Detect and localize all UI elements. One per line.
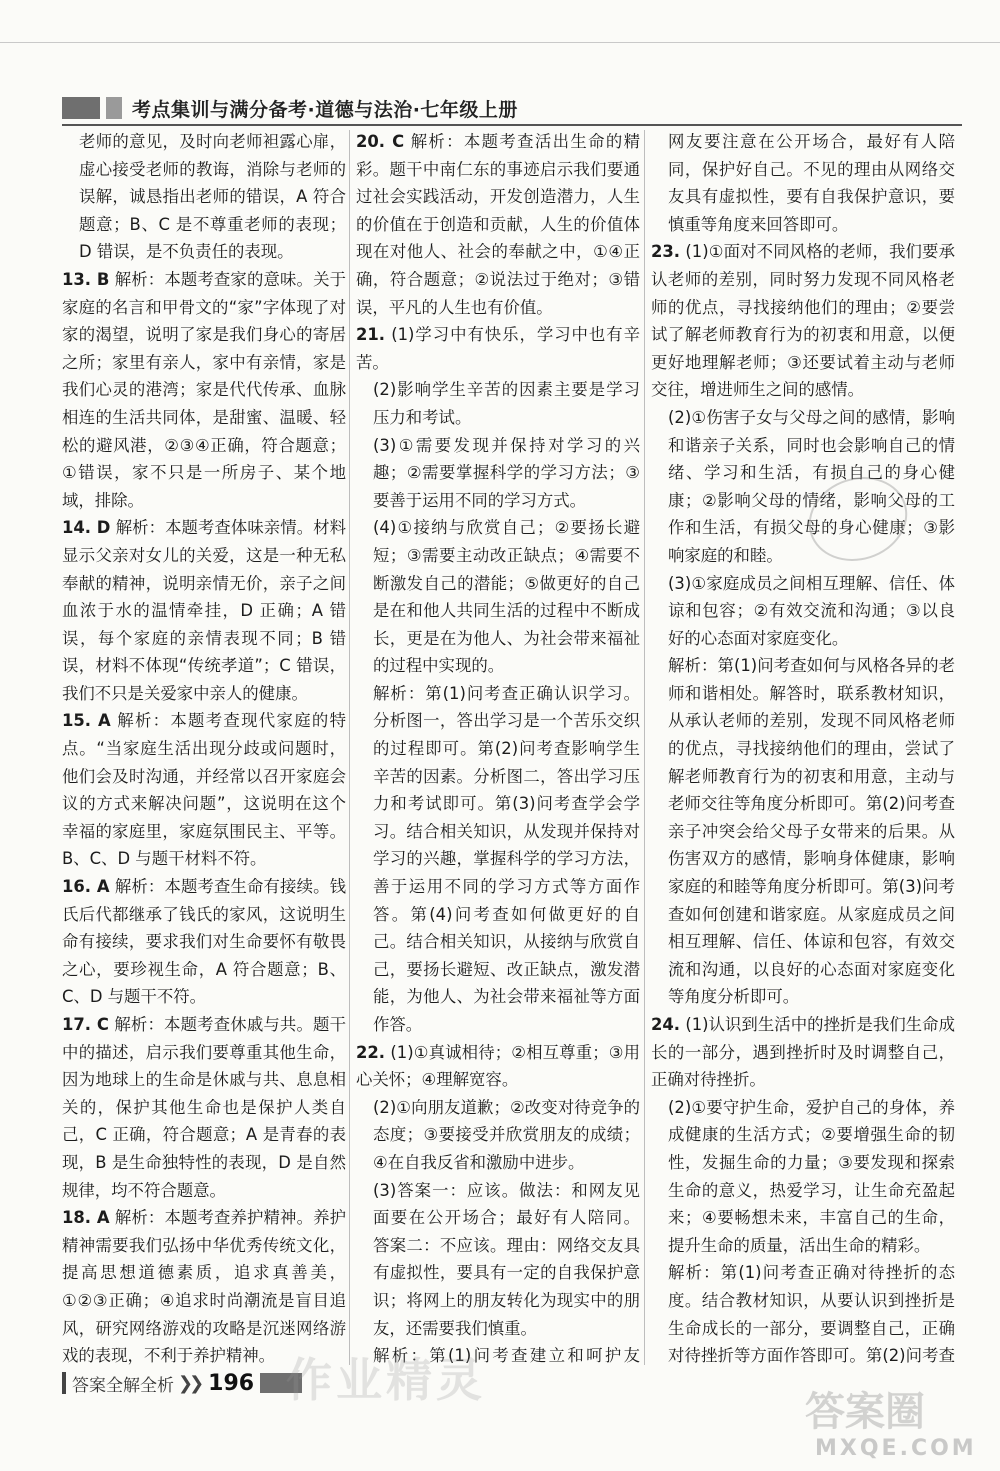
answer-text: (1)认识到生活中的挫折是我们生命成长的一部分，遇到挫折时及时调整自己，正确对待挫折。: [651, 1015, 955, 1090]
answer-paragraph: [356, 321, 640, 376]
answer-text: (2)①要守护生命，爱护自己的身体，养成健康的生活方式；②要增强生命的韧性，发掘生命的力量；③要发现和探索生命的意义，热爱学习，让生命充盈起来；④要畅想未来，丰富自己的生命，提升生命的质量，活出生命的精彩。: [668, 1097, 955, 1255]
answer-text: (3)答案一：应该。做法：和网友见面要在公开场合；最好有人陪同。 答案二：不应该。理由：网络交友具有虚拟性，要具有一定的自我保护意识；将网上的朋友转化为现实中的朋友，还需要我们慎重。: [373, 1180, 640, 1338]
answer-text: (1)①真诚相待；②相互尊重；③用心关怀；④理解宽容。: [356, 1042, 640, 1090]
answer-paragraph: [356, 680, 640, 1039]
page-number: 196: [208, 1370, 255, 1396]
question-number: 18. A: [62, 1208, 110, 1228]
answer-paragraph: [651, 652, 955, 1011]
column-left: [62, 128, 346, 1368]
watermark-logo: 答案圈: [805, 1389, 925, 1435]
header-title: 考点集训与满分备考·道德与法治·七年级上册: [132, 98, 518, 121]
answer-paragraph: [651, 570, 955, 653]
top-scan-line: [0, 42, 1000, 43]
answer-text: 解析：本题考查家的意味。关于家庭的名言和甲骨文的“家”字体现了对家的渴望，说明了家是我们身心的寄居之所；家里有亲人，家中有亲情，家是我们心灵的港湾；家是代代传承、血脉相连的生活共同体，是甜蜜、温暖、轻松的避风港，②③④正确，符合题意；①错误，家不只是一所房子、某个地域，排除。: [62, 269, 346, 510]
header-block-mark-small: [106, 97, 122, 119]
watermark-text: 作业精灵: [286, 1353, 486, 1407]
answer-text: 解析：本题考查休戚与共。题干中的描述，启示我们要尊重其他生命，因为地球上的生命是休戚与共、息息相关的，保护其他生命也是保护人类自己，C 正确，符合题意；A 是青春的表现，B 是生命独特性的表现，D 是自然规律，均不符合题意。: [62, 1015, 346, 1200]
header-rule: [62, 124, 962, 126]
page-footer: [62, 1368, 302, 1398]
answer-paragraph: [62, 707, 346, 873]
answer-text: (1)学习中有快乐，学习中也有辛苦。: [356, 325, 640, 372]
question-number: 17. C: [62, 1015, 109, 1034]
question-number: 22.: [356, 1042, 386, 1062]
question-number: 20. C: [356, 132, 405, 151]
answer-paragraph: [356, 376, 640, 431]
column-divider: [644, 130, 645, 1365]
question-number: 23.: [651, 242, 681, 262]
header-block-mark: [62, 97, 100, 119]
question-number: 24.: [651, 1015, 681, 1034]
answer-text: 解析：本题考查养护精神。养护精神需要我们弘扬中华优秀传统文化，提高思想道德素质，追求真善美，①②③正确；④追求时尚潮流是盲目追风，研究网络游戏的攻略是沉迷网络游戏的表现，不利于养护精神。: [62, 1208, 346, 1366]
answer-text: (2)影响学生辛苦的因素主要是学习压力和考试。: [373, 380, 640, 427]
answer-paragraph: [62, 128, 346, 266]
answer-paragraph: [356, 1177, 640, 1343]
answer-paragraph: [651, 128, 955, 238]
answer-text: (4)①接纳与欣赏自己；②要扬长避短；③需要主动改正缺点；④需要不断激发自己的潜能；⑤做更好的自己是在和他人共同生活的过程中不断成长，更是在为他人、为社会带来福祉的过程中实现的。: [373, 518, 640, 676]
watermark-url: MXQE.COM: [815, 1436, 977, 1461]
answer-paragraph: [651, 404, 955, 570]
answer-paragraph: [356, 1094, 640, 1177]
answer-text: (2)①伤害子女与父母之间的感情，影响和谐亲子关系，同时也会影响自己的情绪、学习和生活，有损自己的身心健康；②影响父母的情绪，影响父母的工作和生活，有损父母的身心健康；③影响家庭的和睦。: [668, 407, 955, 565]
answer-text: 解析：第(1)问考查正确认识学习。分析图一，答出学习是一个苦乐交织的过程即可。第(2)问考查影响学生辛苦的因素。分析图二，答出学习压力和考试即可。第(3)问考查学会学习。结合相关知识，从发现并保持对学习的兴趣，掌握科学的学习方法，善于运用不同的学习方式等方面作答。第(4)问考查如何做更好的自己。结合相关知识，从接纳与欣赏自己，要扬长避短、改正缺点，激发潜能，为他人、为社会带来福祉等方面作答。: [373, 683, 640, 1034]
answer-paragraph: [651, 1011, 955, 1094]
answer-text: 解析：第(1)问考查正确对待挫折的态度。结合教材知识，从要认识到挫折是生命成长的一部分，要调整自己，正确对待挫折等方面作答即可。第(2)问考查: [668, 1263, 955, 1366]
answer-paragraph: [356, 514, 640, 680]
answer-paragraph: [62, 514, 346, 707]
answer-text: 网友要注意在公开场合，最好有人陪同，保护好自己。不见的理由从网络交友具有虚拟性，要有自我保护意识，要慎重等角度来回答即可。: [668, 132, 955, 234]
question-number: 13. B: [62, 269, 110, 289]
column-divider: [349, 130, 350, 1365]
answer-paragraph: [62, 873, 346, 1011]
footer-label: 答案全解全析: [72, 1375, 174, 1396]
answer-text: (2)①向朋友道歉；②改变对待竞争的态度；③要接受并欣赏朋友的成绩；④在自我反省和激励中进步。: [373, 1097, 640, 1172]
answer-paragraph: [62, 266, 346, 514]
answer-paragraph: [651, 238, 955, 404]
question-number: 15. A: [62, 711, 111, 731]
answer-text: 解析：本题考查生命有接续。钱氏后代都继承了钱氏的家风，这说明生命有接续，要求我们对生命要怀有敬畏之心，要珍视生命，A 符合题意；B、C、D 与题干不符。: [62, 877, 346, 1007]
answer-text: 解析：本题考查体味亲情。材料显示父亲对女儿的关爱，这是一种无私奉献的精神，说明亲情无价，亲子之间血浓于水的温情牵挂，D 正确；A 错误，每个家庭的亲情表现不同；B 错误，材料不体现“传统孝道”；C 错误，我们不只是关爱家中亲人的健康。: [62, 518, 346, 703]
question-number: 21.: [356, 325, 386, 345]
answer-text: (3)①需要发现并保持对学习的兴趣；②需要掌握科学的学习方法；③要善于运用不同的学习方式。: [373, 435, 640, 510]
answer-text: 解析：本题考查现代家庭的特点。“当家庭生活出现分歧或问题时，他们会及时沟通，并经常以召开家庭会议的方式来解决问题”，这说明在这个幸福的家庭里，家庭氛围民主、平等。B、C、D 与题干材料不符。: [62, 711, 346, 869]
column-middle: [356, 128, 640, 1368]
answer-text: 解析：第(1)问考查建立和呵护友: [373, 1346, 640, 1366]
footer-bar: [62, 1372, 66, 1394]
question-number: 14. D: [62, 518, 111, 538]
answer-paragraph: [651, 1259, 955, 1368]
answer-text: 老师的意见，及时向老师袒露心扉，虚心接受老师的教诲，消除与老师的误解，诚恳指出老师的错误，A 符合题意；B、C 是不尊重老师的表现；D 错误，是不负责任的表现。: [79, 132, 346, 262]
answer-text: (1)①面对不同风格的老师，我们要承认老师的差别，同时努力发现不同风格老师的优点，寻找接纳他们的理由；②要尝试了解老师教育行为的初衷和用意，以便更好地理解老师；③还要试着主动与老师交往，增进师生之间的感情。: [651, 242, 955, 400]
chevron-right-icon: ❯❯: [178, 1372, 201, 1394]
answer-text: (3)①家庭成员之间相互理解、信任、体谅和包容；②有效交流和沟通；③以良好的心态面对家庭变化。: [668, 573, 955, 648]
answer-text: 解析：本题考查活出生命的精彩。题干中南仁东的事迹启示我们要通过社会实践活动，开发创造潜力，人生的价值在于创造和贡献，人生的价值体现在对他人、社会的奉献之中，①④正确，符合题意；②说法过于绝对；③错误，平凡的人生也有价值。: [356, 132, 640, 317]
answer-paragraph: [62, 1011, 346, 1204]
answer-paragraph: [356, 432, 640, 515]
question-number: 16. A: [62, 877, 110, 897]
answer-text: 解析：第(1)问考查如何与风格各异的老师和谐相处。解答时，联系教材知识，从承认老师的差别，发现不同风格老师的优点，寻找接纳他们的理由，尝试了解老师教育行为的初衷和用意，主动与老师交往等角度分析即可。第(2)问考查亲子冲突会给父母子女带来的后果。从伤害双方的感情，影响身体健康，影响家庭的和睦等角度分析即可。第(3)问考查如何创建和谐家庭。从家庭成员之间相互理解、信任、体谅和包容，有效交流和沟通，以良好的心态面对家庭变化等角度分析即可。: [668, 656, 955, 1007]
running-header: [62, 94, 962, 122]
answer-paragraph: [356, 128, 640, 321]
answer-paragraph: [356, 1039, 640, 1094]
answer-paragraph: [651, 1094, 955, 1260]
column-right: [651, 128, 955, 1368]
